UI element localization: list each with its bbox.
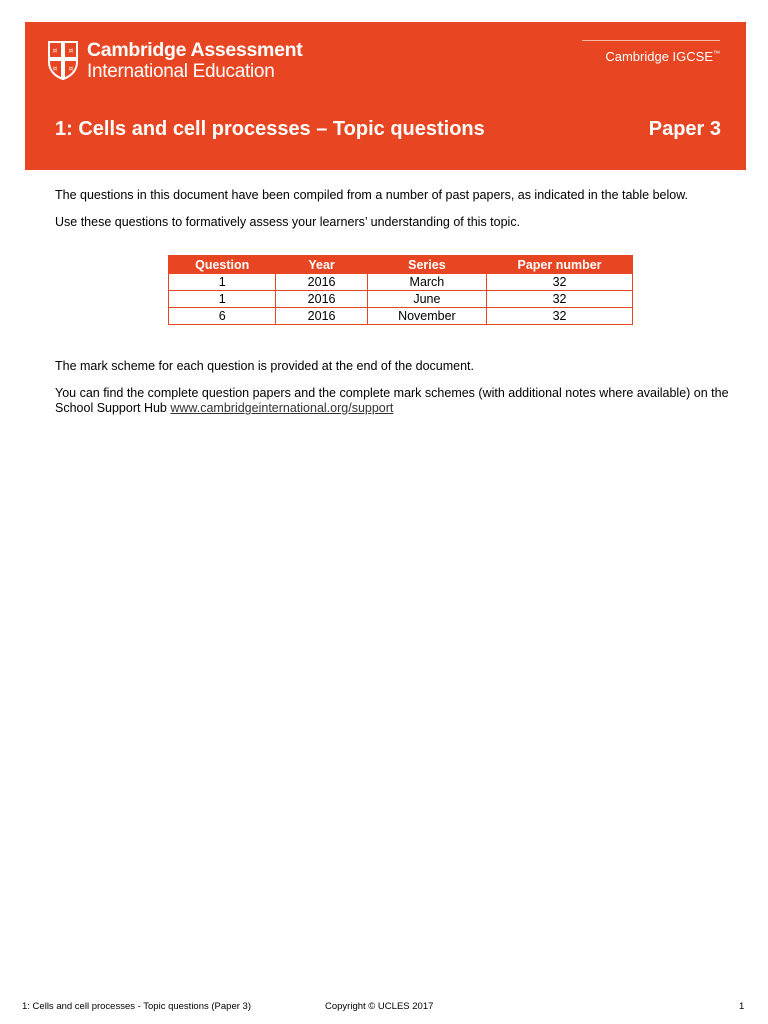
footer-page-number: 1 — [739, 1001, 745, 1012]
svg-text:¤: ¤ — [52, 47, 58, 55]
table-row — [169, 308, 633, 325]
cell-year: 2016 — [276, 291, 367, 308]
svg-text:¤: ¤ — [52, 65, 58, 73]
intro-paragraph-1: The questions in this document have been compiled from a number of past papers, as indicated in the table below. — [55, 188, 689, 202]
cell-question: 6 — [169, 308, 276, 325]
cell-question: 1 — [169, 274, 276, 291]
cell-paper-number: 32 — [487, 291, 633, 308]
header-question: Question — [169, 256, 276, 274]
mark-scheme-paragraph: The mark scheme for each question is provided at the end of the document. — [55, 359, 474, 373]
support-hub-link[interactable]: www.cambridgeinternational.org/support — [170, 401, 394, 415]
cell-series: November — [367, 308, 486, 325]
qualification-label — [582, 40, 720, 64]
header-series: Series — [367, 256, 486, 274]
svg-text:¤: ¤ — [68, 47, 74, 55]
document-title: 1: Cells and cell processes – Topic questions — [55, 118, 485, 140]
cambridge-logo — [47, 40, 302, 82]
org-name-line2: International Education — [87, 61, 275, 82]
header-year: Year — [276, 256, 367, 274]
table-row — [169, 291, 633, 308]
intro-paragraph-2: Use these questions to formatively assess your learners’ understanding of this topic. — [55, 215, 521, 229]
cell-series: June — [367, 291, 486, 308]
cell-paper-number: 32 — [487, 274, 633, 291]
footer-copyright: Copyright © UCLES 2017 — [325, 1001, 434, 1012]
org-name-line1: Cambridge Assessment — [87, 39, 303, 61]
footer-document-title: 1: Cells and cell processes - Topic questions (Paper 3) — [22, 1001, 251, 1012]
cell-year: 2016 — [276, 274, 367, 291]
table-header-row — [169, 256, 633, 274]
trademark-symbol: ™ — [713, 50, 720, 58]
qualification-name: Cambridge IGCSE — [605, 49, 713, 64]
cell-series: March — [367, 274, 486, 291]
header-paper-number: Paper number — [487, 256, 633, 274]
paper-label: Paper 3 — [648, 118, 721, 140]
support-text: You can find the complete question papers and the complete mark schemes (with additional notes where available) on the School Support Hub — [55, 386, 729, 415]
cell-year: 2016 — [276, 308, 367, 325]
support-paragraph — [55, 386, 745, 416]
cell-question: 1 — [169, 291, 276, 308]
svg-text:¤: ¤ — [68, 65, 74, 73]
header-banner — [25, 22, 746, 170]
past-papers-table — [168, 255, 633, 325]
cambridge-shield-icon — [47, 40, 79, 80]
table-row — [169, 274, 633, 291]
cell-paper-number: 32 — [487, 308, 633, 325]
